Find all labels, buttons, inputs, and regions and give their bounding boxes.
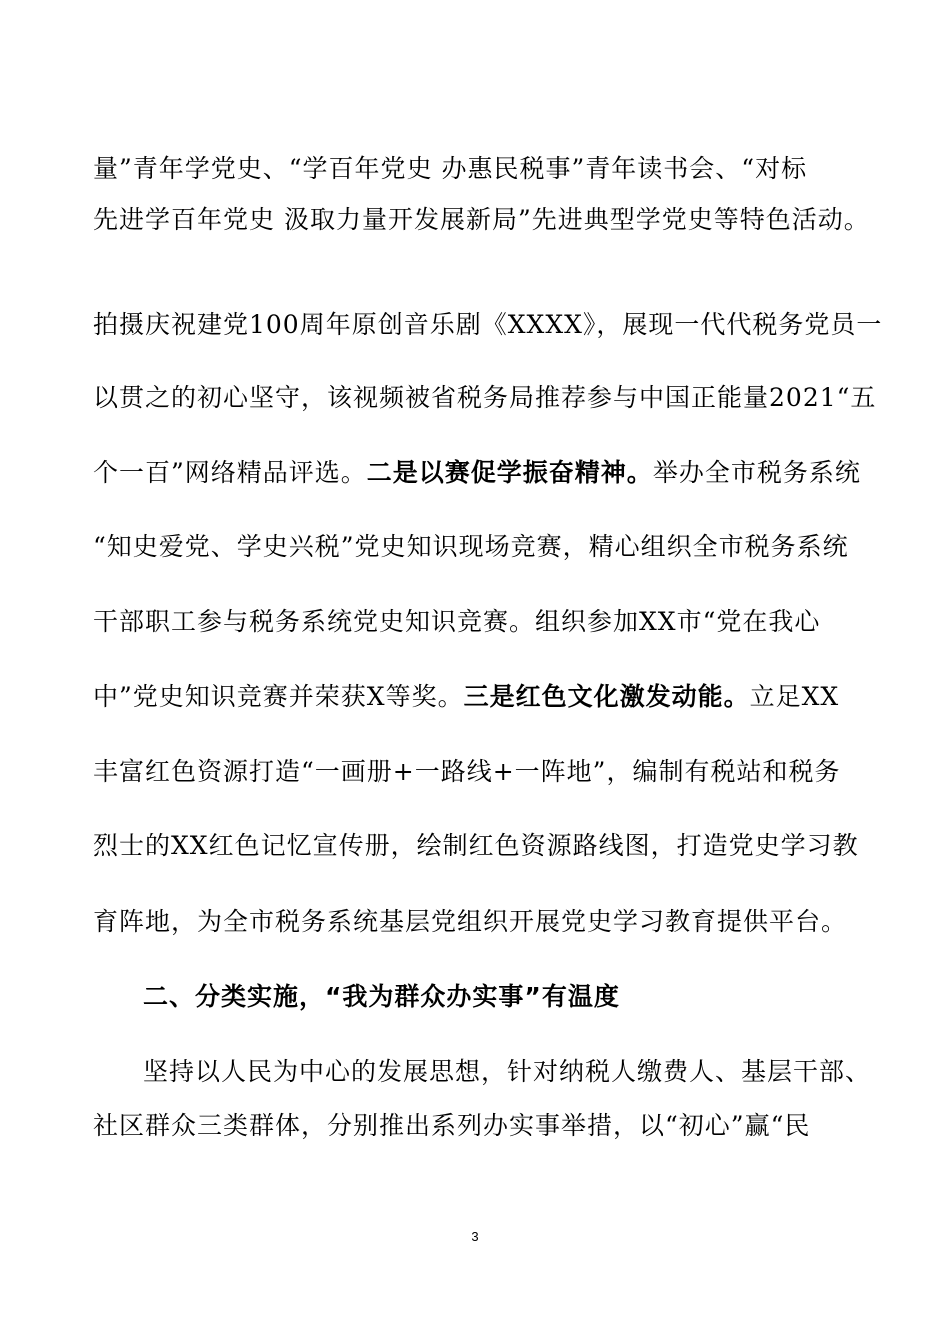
- paragraph-line: [93, 1106, 883, 1146]
- bold-lead-phrase: 二是以赛促学振奋精神。: [366, 458, 653, 487]
- line-text: 举办全市税务系统: [652, 458, 861, 487]
- bold-lead-phrase: 三是红色文化激发动能。: [463, 682, 750, 711]
- paragraph-line: [93, 677, 883, 717]
- line-text: 以贯之的初心坚守，该视频被省税务局推荐参与中国正能量2021“五: [93, 383, 877, 412]
- paragraph-line: [143, 1052, 883, 1092]
- section-heading: [143, 977, 883, 1017]
- paragraph-line: [93, 826, 883, 866]
- line-text: 中”党史知识竞赛并荣获X等奖。: [93, 682, 464, 711]
- paragraph-line: [93, 527, 883, 567]
- paragraph-line: [93, 752, 883, 792]
- heading-text: 二、分类实施，“我为群众办实事”有温度: [143, 982, 620, 1011]
- line-text: 个一百”网络精品评选。: [93, 458, 367, 487]
- paragraph-line: [93, 305, 883, 345]
- line-text: 干部职工参与税务系统党史知识竞赛。组织参加XX市“党在我心: [93, 607, 821, 636]
- line-text: 立足XX: [749, 682, 840, 711]
- line-text: 拍摄庆祝建党100周年原创音乐剧《XXXX》，展现一代代税务党员一: [93, 310, 883, 339]
- paragraph-line: [93, 149, 883, 189]
- line-text: 烈士的XX红色记忆宣传册，绘制红色资源路线图，打造党史学习教: [93, 831, 859, 860]
- line-text: 丰富红色资源打造“一画册+一路线+一阵地”，编制有税站和税务: [93, 757, 841, 786]
- paragraph-line: [93, 602, 883, 642]
- line-text: 社区群众三类群体，分别推出系列办实事举措，以“初心”赢“民: [93, 1111, 811, 1140]
- line-text: 育阵地，为全市税务系统基层党组织开展党史学习教育提供平台。: [93, 907, 848, 936]
- line-text: 量”青年学党史、“学百年党史 办惠民税事”青年读书会、“对标: [93, 154, 808, 183]
- line-text: 先进学百年党史 汲取力量开发展新局”先进典型学党史等特色活动。: [93, 205, 870, 234]
- page-number: 3: [471, 1229, 479, 1244]
- paragraph-line: [93, 378, 883, 418]
- paragraph-line: [93, 200, 883, 240]
- line-text: 坚持以人民为中心的发展思想，针对纳税人缴费人、基层干部、: [143, 1057, 872, 1086]
- line-text: “知史爱党、学史兴税”党史知识现场竞赛，精心组织全市税务系统: [93, 532, 849, 561]
- paragraph-line: [93, 902, 883, 942]
- paragraph-line: [93, 453, 883, 493]
